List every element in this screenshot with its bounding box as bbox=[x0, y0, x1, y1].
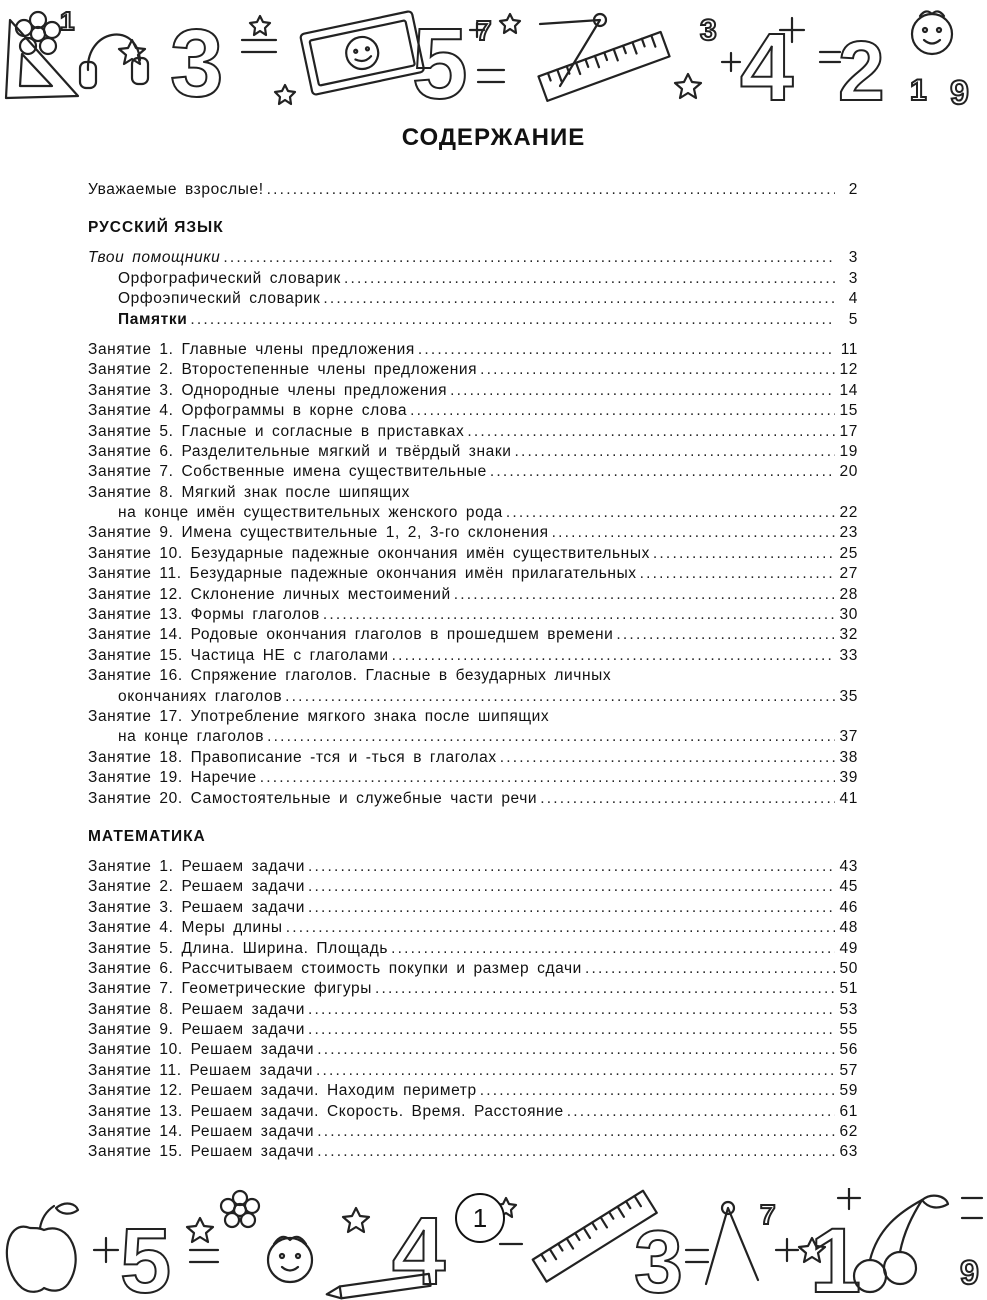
plus-sign-icon bbox=[94, 1238, 118, 1262]
toc-entry[interactable] bbox=[88, 789, 858, 809]
toc-entry-page: 11 bbox=[840, 340, 858, 358]
plus-sign-icon bbox=[776, 1239, 798, 1261]
toc-entry[interactable] bbox=[88, 564, 858, 584]
toc-entry[interactable] bbox=[88, 289, 858, 309]
toc-entry-page: 15 bbox=[839, 402, 858, 420]
toc-entry-label: Занятие 18. Правописание -тся и -ться в глаголах bbox=[88, 748, 497, 766]
toc-entry-label: Занятие 9. Решаем задачи bbox=[88, 1021, 305, 1039]
toc-entry[interactable] bbox=[88, 1020, 858, 1040]
toc-entry-label: Занятие 13. Формы глаголов bbox=[88, 606, 320, 624]
star-icon bbox=[500, 14, 520, 33]
digit-doodle: 1 bbox=[910, 74, 927, 107]
page-number: 1 bbox=[455, 1193, 505, 1243]
toc-entry[interactable] bbox=[88, 483, 858, 503]
dot-leader bbox=[308, 1020, 835, 1040]
toc-entry-label: Занятие 16. Спряжение глаголов. Гласные в безударных личных bbox=[88, 667, 612, 685]
toc-entry-label: Орфографический словарик bbox=[118, 269, 341, 287]
toc-entry[interactable] bbox=[88, 269, 858, 289]
toc-entry-label: Занятие 4. Орфограммы в корне слова bbox=[88, 402, 408, 420]
dot-leader bbox=[375, 979, 835, 999]
dot-leader bbox=[317, 1142, 835, 1162]
smiley-face-icon bbox=[268, 1237, 312, 1282]
toc-entry-page: 3 bbox=[848, 249, 858, 267]
toc-entry-label: Занятие 12. Решаем задачи. Находим периметр bbox=[88, 1082, 477, 1100]
dot-leader bbox=[344, 269, 835, 289]
toc-entry[interactable] bbox=[88, 748, 858, 768]
dot-leader bbox=[480, 1081, 835, 1101]
toc-entry-label: Орфоэпический словарик bbox=[118, 290, 321, 308]
toc-entry-label: Занятие 15. Решаем задачи bbox=[88, 1143, 315, 1161]
toc-entry-label: Занятие 3. Однородные члены предложения bbox=[88, 381, 448, 399]
dot-leader bbox=[286, 918, 835, 938]
toc-entry-page: 45 bbox=[839, 878, 858, 896]
toc-entry[interactable] bbox=[88, 939, 858, 959]
toc-entry-page: 35 bbox=[839, 687, 858, 705]
digit-doodle: 9 bbox=[950, 74, 969, 112]
toc-entry-label: Занятие 14. Родовые окончания глаголов в прошедшем времени bbox=[88, 626, 614, 644]
toc-entry[interactable] bbox=[88, 422, 858, 442]
dot-leader bbox=[190, 310, 835, 330]
banknote-icon bbox=[300, 11, 424, 95]
toc-entry-page: 17 bbox=[839, 422, 858, 440]
dot-leader bbox=[585, 959, 835, 979]
toc-entry-page: 38 bbox=[839, 748, 858, 766]
page-title: СОДЕРЖАНИЕ bbox=[401, 124, 586, 151]
equals-sign-icon bbox=[242, 40, 276, 52]
toc-entry-label: Занятие 1. Решаем задачи bbox=[88, 857, 305, 875]
dot-leader bbox=[418, 340, 835, 360]
dot-leader bbox=[410, 401, 835, 421]
dot-leader bbox=[260, 768, 835, 788]
toc-entry-page: 37 bbox=[839, 728, 858, 746]
digit-doodle: 4 bbox=[392, 1198, 446, 1300]
equals-sign-icon bbox=[820, 52, 840, 62]
toc-entry-page: 49 bbox=[839, 939, 858, 957]
toc-entry-page: 62 bbox=[839, 1123, 858, 1141]
toc-entry[interactable] bbox=[88, 544, 858, 564]
toc-entry[interactable] bbox=[88, 1061, 858, 1081]
toc-entry-label: на конце глаголов bbox=[118, 728, 265, 746]
toc-entry-label: Занятие 10. Безударные падежные окончания имён существительных bbox=[88, 544, 650, 562]
toc-entry[interactable] bbox=[88, 918, 858, 938]
dot-leader bbox=[317, 1040, 835, 1060]
plus-sign-icon bbox=[838, 1188, 860, 1209]
toc-entry[interactable] bbox=[88, 687, 858, 707]
toc-entry-label: Занятие 5. Длина. Ширина. Площадь bbox=[88, 939, 389, 957]
dot-leader bbox=[323, 289, 835, 309]
digit-doodle: 5 bbox=[120, 1210, 172, 1300]
dot-leader bbox=[308, 1000, 835, 1020]
toc-entry[interactable] bbox=[88, 1000, 858, 1020]
russian-lessons-list bbox=[88, 340, 858, 809]
toc-entry[interactable] bbox=[88, 523, 858, 543]
toc-entry-page: 55 bbox=[839, 1021, 858, 1039]
cherries-icon bbox=[854, 1196, 948, 1292]
toc-entry[interactable] bbox=[88, 1102, 858, 1122]
dot-leader bbox=[514, 442, 835, 462]
digit-doodle: 3 bbox=[634, 1212, 683, 1300]
toc-entry[interactable] bbox=[88, 401, 858, 421]
toc-entry-label: Занятие 13. Решаем задачи. Скорость. Время. Расстояние bbox=[88, 1102, 564, 1120]
toc-entry[interactable] bbox=[88, 1081, 858, 1101]
digit-doodle: 9 bbox=[960, 1254, 979, 1292]
dot-leader bbox=[454, 585, 835, 605]
toc-entry-page: 33 bbox=[839, 646, 858, 664]
toc-entry-label: Памятки bbox=[118, 310, 188, 328]
table-of-contents bbox=[88, 180, 858, 1163]
toc-entry-page: 4 bbox=[848, 290, 858, 308]
dot-leader bbox=[567, 1102, 835, 1122]
toc-entry-label: Занятие 10. Решаем задачи bbox=[88, 1041, 315, 1059]
digit-doodle: 2 bbox=[838, 24, 885, 112]
star-icon bbox=[275, 85, 295, 104]
toc-entry-intro[interactable] bbox=[88, 180, 858, 200]
toc-entry-page: 3 bbox=[848, 269, 858, 287]
toc-entry-page: 39 bbox=[839, 769, 858, 787]
toc-entry-label: Занятие 7. Геометрические фигуры bbox=[88, 980, 373, 998]
star-icon bbox=[187, 1218, 213, 1242]
dot-leader bbox=[640, 564, 835, 584]
plus-sign-icon bbox=[722, 53, 740, 71]
toc-entry[interactable] bbox=[88, 585, 858, 605]
toc-entry-label: Занятие 4. Меры длины bbox=[88, 919, 283, 937]
decorative-header-doodles bbox=[0, 0, 987, 112]
toc-entry-page: 23 bbox=[839, 524, 858, 542]
dot-leader bbox=[616, 625, 835, 645]
apple-icon bbox=[7, 1227, 76, 1292]
toc-entry-page: 28 bbox=[839, 585, 858, 603]
toc-entry-page: 53 bbox=[839, 1000, 858, 1018]
math-lessons-list bbox=[88, 857, 858, 1163]
toc-entry-page: 61 bbox=[839, 1102, 858, 1120]
toc-entry[interactable] bbox=[88, 310, 858, 330]
dot-leader bbox=[552, 523, 835, 543]
toc-entry[interactable] bbox=[88, 959, 858, 979]
toc-entry[interactable] bbox=[88, 1040, 858, 1060]
toc-entry-page: 12 bbox=[839, 361, 858, 379]
toc-entry[interactable] bbox=[88, 625, 858, 645]
digit-doodle: 3 bbox=[170, 10, 224, 112]
toc-entry[interactable] bbox=[88, 768, 858, 788]
toc-entry-label: Занятие 17. Употребление мягкого знака после шипящих bbox=[88, 707, 550, 725]
star-icon bbox=[250, 16, 270, 35]
toc-entry-page: 22 bbox=[839, 504, 858, 522]
toc-entry-page: 63 bbox=[839, 1143, 858, 1161]
star-icon bbox=[675, 74, 701, 98]
compass-icon bbox=[706, 1208, 758, 1284]
toc-entry-label: Занятие 6. Рассчитываем стоимость покупки и размер сдачи bbox=[88, 959, 582, 977]
toc-entry[interactable] bbox=[88, 248, 858, 268]
toc-entry-label: Занятие 7. Собственные имена существительные bbox=[88, 463, 487, 481]
digit-doodle: 7 bbox=[760, 1199, 776, 1230]
dot-leader bbox=[308, 857, 835, 877]
digit-doodle: 3 bbox=[700, 14, 717, 47]
dot-leader bbox=[308, 877, 835, 897]
toc-entry-label: окончаниях глаголов bbox=[118, 687, 283, 705]
toc-entry[interactable] bbox=[88, 857, 858, 877]
toc-entry[interactable] bbox=[88, 646, 858, 666]
toc-entry-label: Твои помощники bbox=[88, 249, 221, 267]
toc-entry-page: 48 bbox=[839, 919, 858, 937]
toc-entry[interactable] bbox=[88, 666, 858, 686]
dot-leader bbox=[653, 544, 835, 564]
smiley-face-icon bbox=[912, 11, 952, 54]
digit-doodle: 1 bbox=[810, 1210, 862, 1300]
toc-entry[interactable] bbox=[88, 462, 858, 482]
dot-leader bbox=[540, 789, 835, 809]
toc-entry-label: Занятие 11. Безударные падежные окончания имён прилагательных bbox=[88, 565, 637, 583]
toc-entry-page: 59 bbox=[839, 1082, 858, 1100]
toc-entry-page: 32 bbox=[839, 626, 858, 644]
toc-entry[interactable] bbox=[88, 442, 858, 462]
dot-leader bbox=[267, 180, 835, 200]
toc-entry-page: 5 bbox=[848, 310, 858, 328]
toc-entry-label: Занятие 1. Главные члены предложения bbox=[88, 340, 415, 358]
toc-entry-label: Занятие 12. Склонение личных местоимений bbox=[88, 585, 451, 603]
toc-entry-label: Занятие 14. Решаем задачи bbox=[88, 1123, 315, 1141]
digit-doodle: 4 bbox=[740, 14, 794, 112]
flower-icon bbox=[221, 1191, 259, 1227]
toc-entry-page: 25 bbox=[839, 544, 858, 562]
equals-sign-icon bbox=[478, 70, 504, 82]
equals-sign-icon bbox=[962, 1198, 982, 1218]
toc-entry-page: 19 bbox=[839, 442, 858, 460]
toc-entry[interactable] bbox=[88, 1142, 858, 1162]
toc-entry-page: 56 bbox=[839, 1041, 858, 1059]
toc-entry-label: Занятие 8. Решаем задачи bbox=[88, 1000, 305, 1018]
dot-leader bbox=[391, 939, 835, 959]
toc-entry-label: Занятие 3. Решаем задачи bbox=[88, 898, 305, 916]
toc-entry-label: Занятие 2. Второстепенные члены предложения bbox=[88, 361, 478, 379]
dot-leader bbox=[316, 1061, 835, 1081]
equals-sign-icon bbox=[686, 1250, 708, 1262]
toc-entry[interactable] bbox=[88, 381, 858, 401]
toc-entry-label: Уважаемые взрослые! bbox=[88, 181, 264, 198]
toc-entry-page: 41 bbox=[839, 789, 858, 807]
toc-entry-label: Занятие 11. Решаем задачи bbox=[88, 1061, 314, 1079]
toc-entry-label: Занятие 19. Наречие bbox=[88, 769, 257, 787]
toc-entry-page: 43 bbox=[839, 857, 858, 875]
dot-leader bbox=[317, 1122, 835, 1142]
digit-doodle: 1 bbox=[60, 6, 75, 36]
section-heading-russian: РУССКИЙ ЯЗЫК bbox=[88, 219, 224, 237]
dot-leader bbox=[392, 646, 835, 666]
school-doodles-illustration bbox=[0, 0, 987, 112]
section-heading-math: МАТЕМАТИКА bbox=[88, 827, 206, 845]
toc-entry-page: 27 bbox=[839, 565, 858, 583]
digit-doodle: 5 bbox=[412, 8, 468, 112]
toc-entry[interactable] bbox=[88, 605, 858, 625]
equals-sign-icon bbox=[190, 1250, 218, 1262]
toc-entry-label: Занятие 15. Частица НЕ с глаголами bbox=[88, 646, 389, 664]
toc-entry-label: на конце имён существительных женского рода bbox=[118, 504, 503, 522]
dot-leader bbox=[285, 687, 835, 707]
toc-entry-page: 20 bbox=[839, 463, 858, 481]
toc-entry[interactable] bbox=[88, 503, 858, 523]
dot-leader bbox=[267, 727, 835, 747]
toc-entry-label: Занятие 20. Самостоятельные и служебные части речи bbox=[88, 789, 538, 807]
star-icon bbox=[343, 1208, 369, 1232]
ruler-icon bbox=[538, 32, 669, 101]
toc-entry-label: Занятие 9. Имена существительные 1, 2, 3-го склонения bbox=[88, 524, 549, 542]
dot-leader bbox=[467, 422, 835, 442]
toc-entry-label: Занятие 6. Разделительные мягкий и твёрдый знаки bbox=[88, 442, 512, 460]
toc-entry[interactable] bbox=[88, 707, 858, 727]
toc-entry-page: 57 bbox=[839, 1061, 858, 1079]
toc-entry[interactable] bbox=[88, 877, 858, 897]
dot-leader bbox=[223, 248, 835, 268]
toc-entry[interactable] bbox=[88, 340, 858, 360]
dot-leader bbox=[506, 503, 835, 523]
toc-entry-label: Занятие 2. Решаем задачи bbox=[88, 878, 305, 896]
toc-entry[interactable] bbox=[88, 1122, 858, 1142]
dot-leader bbox=[500, 748, 835, 768]
dot-leader bbox=[490, 462, 835, 482]
toc-entry[interactable] bbox=[88, 898, 858, 918]
toc-entry-page: 14 bbox=[839, 381, 858, 399]
toc-entry-label: Занятие 8. Мягкий знак после шипящих bbox=[88, 483, 410, 501]
toc-entry-page: 46 bbox=[839, 898, 858, 916]
toc-entry[interactable] bbox=[88, 360, 858, 380]
toc-entry[interactable] bbox=[88, 727, 858, 747]
toc-entry-page: 51 bbox=[839, 980, 858, 998]
toc-entry-page: 50 bbox=[839, 959, 858, 977]
digit-doodle: 7 bbox=[476, 15, 492, 46]
dot-leader bbox=[480, 360, 835, 380]
dot-leader bbox=[308, 898, 835, 918]
dot-leader bbox=[323, 605, 835, 625]
toc-entry-page: 30 bbox=[839, 606, 858, 624]
dot-leader bbox=[450, 381, 835, 401]
toc-entry-page: 2 bbox=[848, 181, 858, 198]
toc-entry[interactable] bbox=[88, 979, 858, 999]
toc-entry-label: Занятие 5. Гласные и согласные в приставках bbox=[88, 422, 465, 440]
